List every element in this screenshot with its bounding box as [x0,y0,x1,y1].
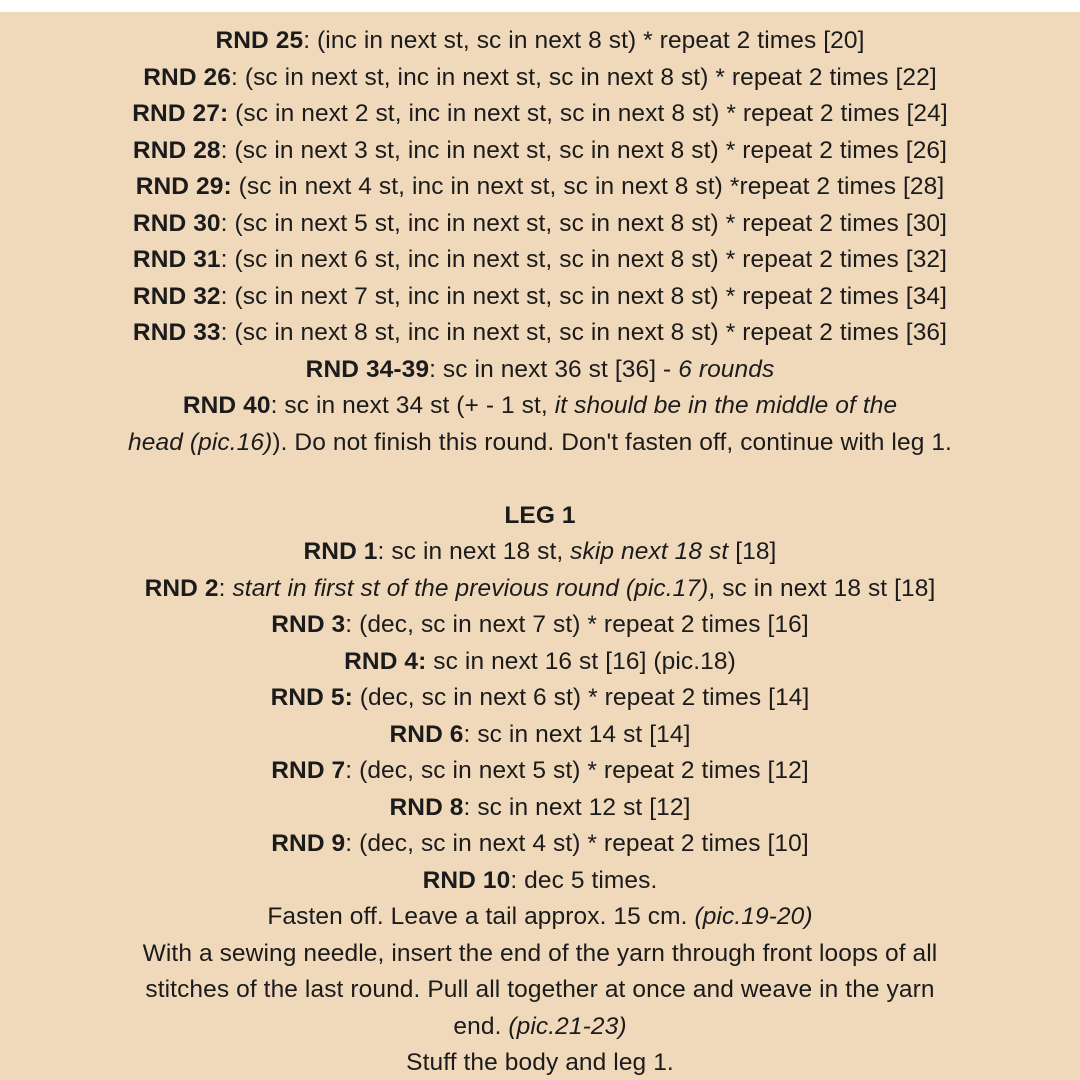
round-instructions: : (dec, sc in next 4 st) * repeat 2 times [10] [345,830,809,857]
round-34-39 [0,352,1080,389]
round-label: RND 34-39 [305,355,430,383]
round-label: RND 2 [144,574,219,602]
leg-round-7 [0,753,1080,790]
round-label: RND 25 [215,27,304,54]
round-label: RND 8 [389,793,464,821]
round-sep: : [230,63,245,91]
round-instructions: (sc in next 3 st, inc in next st, sc in next 8 st) * repeat 2 times [26] [234,136,948,164]
round-29 [0,169,1080,206]
round-label: RND 26 [143,63,231,91]
round-instructions: sc in next 16 st [16] (pic.18) [426,647,736,675]
round-label: RND 28 [132,136,221,164]
section-gap [0,461,1080,498]
round-label: RND 29: [135,173,232,200]
fasten-off-note [0,899,1080,936]
round-instructions: , sc in next 18 st [18] [708,574,936,602]
leg-round-9 [0,826,1080,863]
round-label: RND 7 [271,757,346,784]
leg-round-2 [0,571,1080,608]
round-32 [0,279,1080,316]
section-heading-leg-1: LEG 1 [504,501,576,529]
round-sep: : [220,136,235,164]
sewing-pic-ref: (pic.21-23) [508,1012,627,1040]
leg-round-10 [0,863,1080,900]
round-instructions: : sc in next 36 st [36] - [429,355,679,383]
round-instructions: : sc in next 12 st [12] [463,793,691,821]
round-instructions: (sc in next 6 st, inc in next st, sc in next 8 st) * repeat 2 times [32] [234,246,948,273]
round-instructions: : dec 5 times. [510,866,658,894]
round-instructions: : sc in next 14 st [14] [463,720,691,748]
round-label: RND 4: [344,647,427,675]
round-30 [0,206,1080,243]
sewing-note-line-2: stitches of the last round. Pull all together at once and weave in the yarn [145,976,935,1003]
round-label: RND 40 [182,392,271,419]
round-27 [0,96,1080,133]
round-instructions: (dec, sc in next 6 st) * repeat 2 times [14] [352,684,810,711]
round-instructions: (sc in next st, inc in next st, sc in next 8 st) * repeat 2 times [22] [244,63,937,91]
pattern-card [0,12,1080,1080]
leg-round-5 [0,680,1080,717]
round-instructions: : sc in next 34 st (+ - 1 st, [270,392,555,419]
round-sep: : [218,574,233,602]
round-31 [0,242,1080,279]
leg-round-8 [0,790,1080,827]
round-label: RND 5: [270,684,353,711]
round-sep: : [220,282,235,310]
round-label: RND 6 [389,720,464,748]
round-label: RND 27: [132,100,229,127]
round-sep: : [220,319,235,346]
round-40-line-2 [0,425,1080,462]
leg-round-1 [0,534,1080,571]
round-label: RND 3 [271,611,346,638]
leg-round-6 [0,717,1080,754]
round-instructions: (sc in next 2 st, inc in next st, sc in next 8 st) * repeat 2 times [24] [235,100,948,127]
round-note: 6 rounds [678,355,775,383]
round-28 [0,133,1080,170]
round-label: RND 1 [303,538,378,565]
round-sep: : [220,246,235,273]
round-instructions: (inc in next st, sc in next 8 st) * repeat 2 times [20] [317,27,865,54]
round-label: RND 31 [132,246,221,273]
fasten-pic-ref: (pic.19-20) [694,903,813,930]
sewing-text: end. [453,1012,509,1040]
round-label: RND 33 [132,319,221,346]
round-note: start in first st of the previous round (pic.17) [232,574,709,602]
sewing-note-line-1: With a sewing needle, insert the end of the yarn through front loops of all [142,939,938,967]
round-label: RND 30 [132,209,221,237]
round-25 [0,23,1080,60]
round-sep [232,173,239,200]
round-instructions: (sc in next 8 st, inc in next st, sc in next 8 st) * repeat 2 times [36] [234,319,948,346]
fasten-text: Fasten off. Leave a tail approx. 15 cm. [267,903,695,930]
sewing-note-line-3 [0,1009,1080,1046]
round-instructions: : (dec, sc in next 5 st) * repeat 2 times [12] [345,757,809,784]
round-label: RND 10 [422,866,511,894]
round-instructions: (sc in next 7 st, inc in next st, sc in next 8 st) * repeat 2 times [34] [234,282,948,310]
round-count: [18] [728,538,777,565]
round-label: RND 9 [271,830,346,857]
round-sep: : [220,209,235,237]
round-26 [0,60,1080,97]
round-instructions: (sc in next 5 st, inc in next st, sc in next 8 st) * repeat 2 times [30] [234,209,948,237]
round-instructions: : sc in next 18 st, [377,538,571,565]
round-33 [0,315,1080,352]
round-note: skip next 18 st [570,538,729,565]
stuffing-note: Stuff the body and leg 1. [406,1049,674,1076]
leg-round-3 [0,607,1080,644]
round-40-line-1 [0,388,1080,425]
round-instructions: : (dec, sc in next 7 st) * repeat 2 times [16] [345,611,809,638]
round-instructions: (sc in next 4 st, inc in next st, sc in next 8 st) *repeat 2 times [28] [238,173,945,200]
round-instructions: ). Do not finish this round. Don't fasten off, continue with leg 1. [272,428,952,456]
round-sep: : [303,27,318,54]
round-label: RND 32 [132,282,221,310]
round-note: it should be in the middle of the [554,392,898,419]
pattern-text [0,23,1080,1080]
round-note: head (pic.16) [128,428,273,456]
leg-round-4 [0,644,1080,681]
